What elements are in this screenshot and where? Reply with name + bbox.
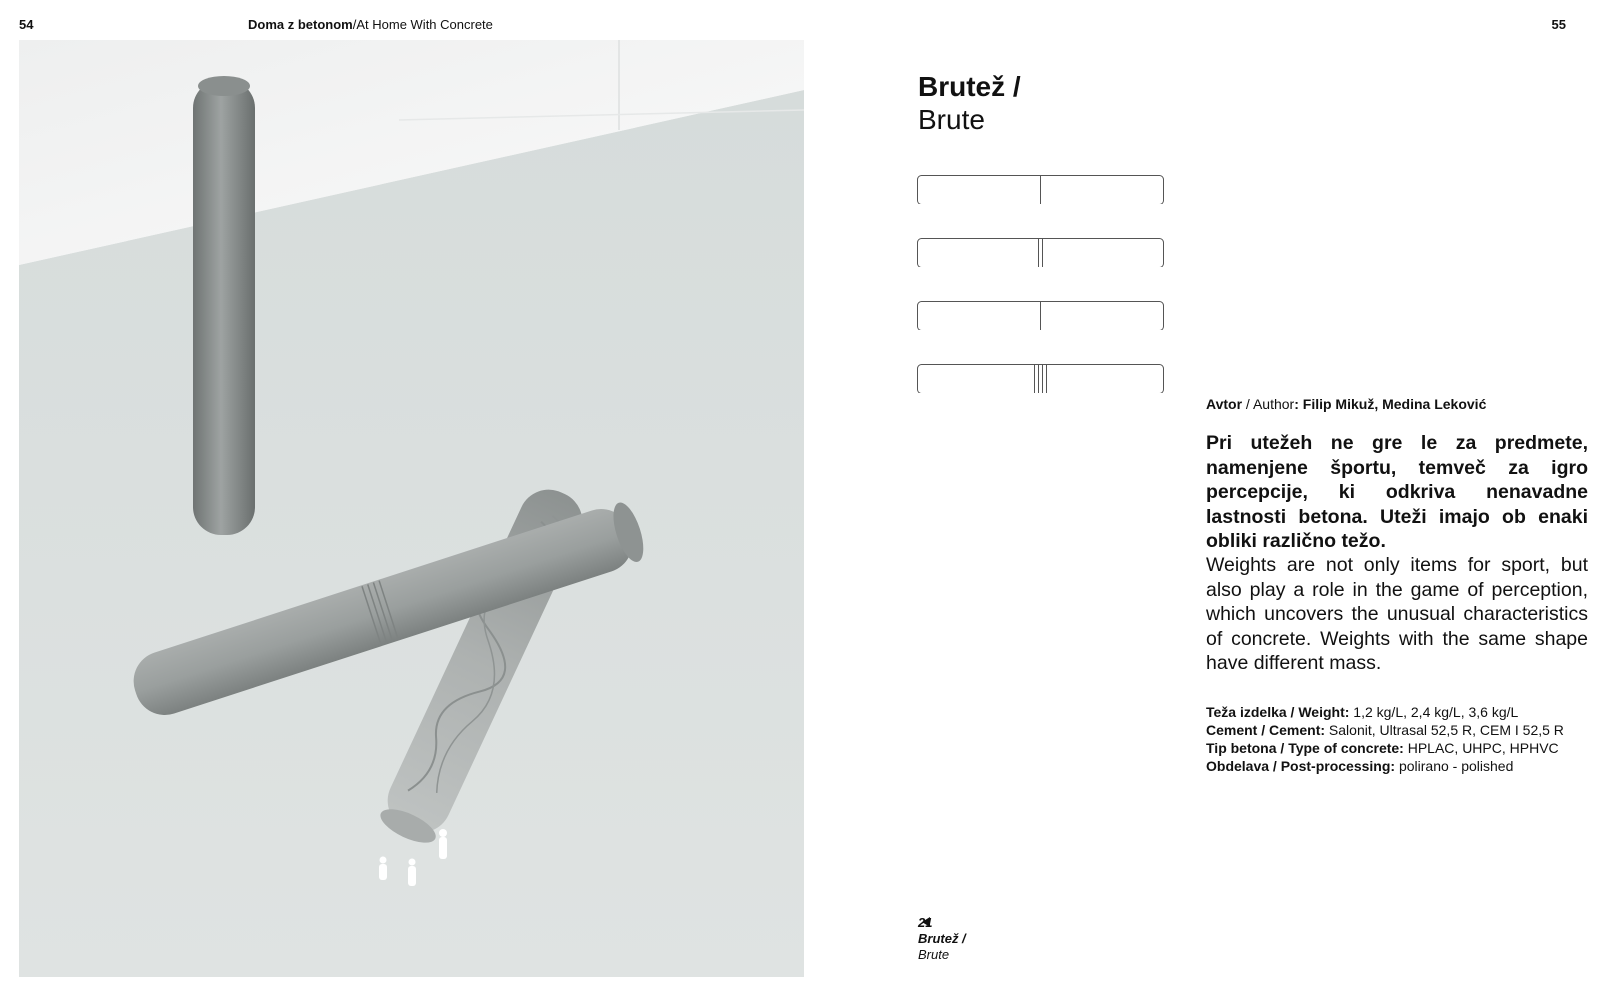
page-number-right: 55	[1551, 17, 1566, 32]
description-slovene: Pri utežeh ne gre le za predmete, namenjene športu, temveč za igro percepcije, ki odkriva nenavadne lastnosti betona. Uteži imajo ob enaki obliki različno težo.	[1206, 432, 1588, 552]
concrete-weights-photo	[19, 40, 804, 977]
weight-diagram-1	[917, 175, 1164, 204]
spec-label: Cement / Cement:	[1206, 722, 1326, 738]
spec-label: Obdelava / Post-processing:	[1206, 758, 1396, 774]
caption-number: 21	[918, 915, 933, 930]
spec-value: 1,2 kg/L, 2,4 kg/L, 3,6 kg/L	[1349, 704, 1519, 720]
spec-list	[1206, 703, 1564, 775]
author-label-sl: Avtor	[1206, 396, 1243, 412]
weight-diagram-2	[917, 238, 1164, 267]
title-slovene: Brutež /	[918, 71, 1021, 102]
author-names: Filip Mikuž, Medina Leković	[1302, 396, 1487, 412]
author-colon: :	[1294, 396, 1303, 412]
author-line	[1206, 396, 1486, 412]
spec-row	[1206, 739, 1564, 757]
spec-label: Teža izdelka / Weight:	[1206, 704, 1350, 720]
author-sep: /	[1242, 396, 1253, 412]
caption-title-en: Brute	[918, 947, 950, 962]
running-title	[248, 17, 493, 32]
spec-row	[1206, 757, 1564, 775]
description-english: Weights are not only items for sport, but also play a role in the game of perception, which uncovers the unusual characteristics of concrete. Weights with the same shape have different mass.	[1206, 554, 1588, 674]
spec-value: HPLAC, UHPC, HPHVC	[1403, 740, 1559, 756]
standing-weight	[193, 80, 255, 535]
caption-title-sl: Brutež /	[918, 931, 966, 946]
spec-value: polirano - polished	[1395, 758, 1514, 774]
spec-label: Tip betona / Type of concrete:	[1206, 740, 1404, 756]
running-title-rest: /At Home With Concrete	[352, 17, 493, 32]
spec-row	[1206, 703, 1564, 721]
page-number-left: 54	[19, 17, 34, 32]
page-title	[918, 70, 1021, 136]
spec-value: Salonit, Ultrasal 52,5 R, CEM I 52,5 R	[1325, 722, 1564, 738]
weight-diagram-4	[917, 364, 1164, 393]
running-title-bold: Doma z betonom	[248, 17, 353, 32]
weight-diagram-3	[917, 301, 1164, 330]
spec-row	[1206, 721, 1564, 739]
figure-caption	[918, 915, 966, 963]
title-english: Brute	[918, 104, 985, 135]
author-label-en: Author	[1252, 396, 1295, 412]
